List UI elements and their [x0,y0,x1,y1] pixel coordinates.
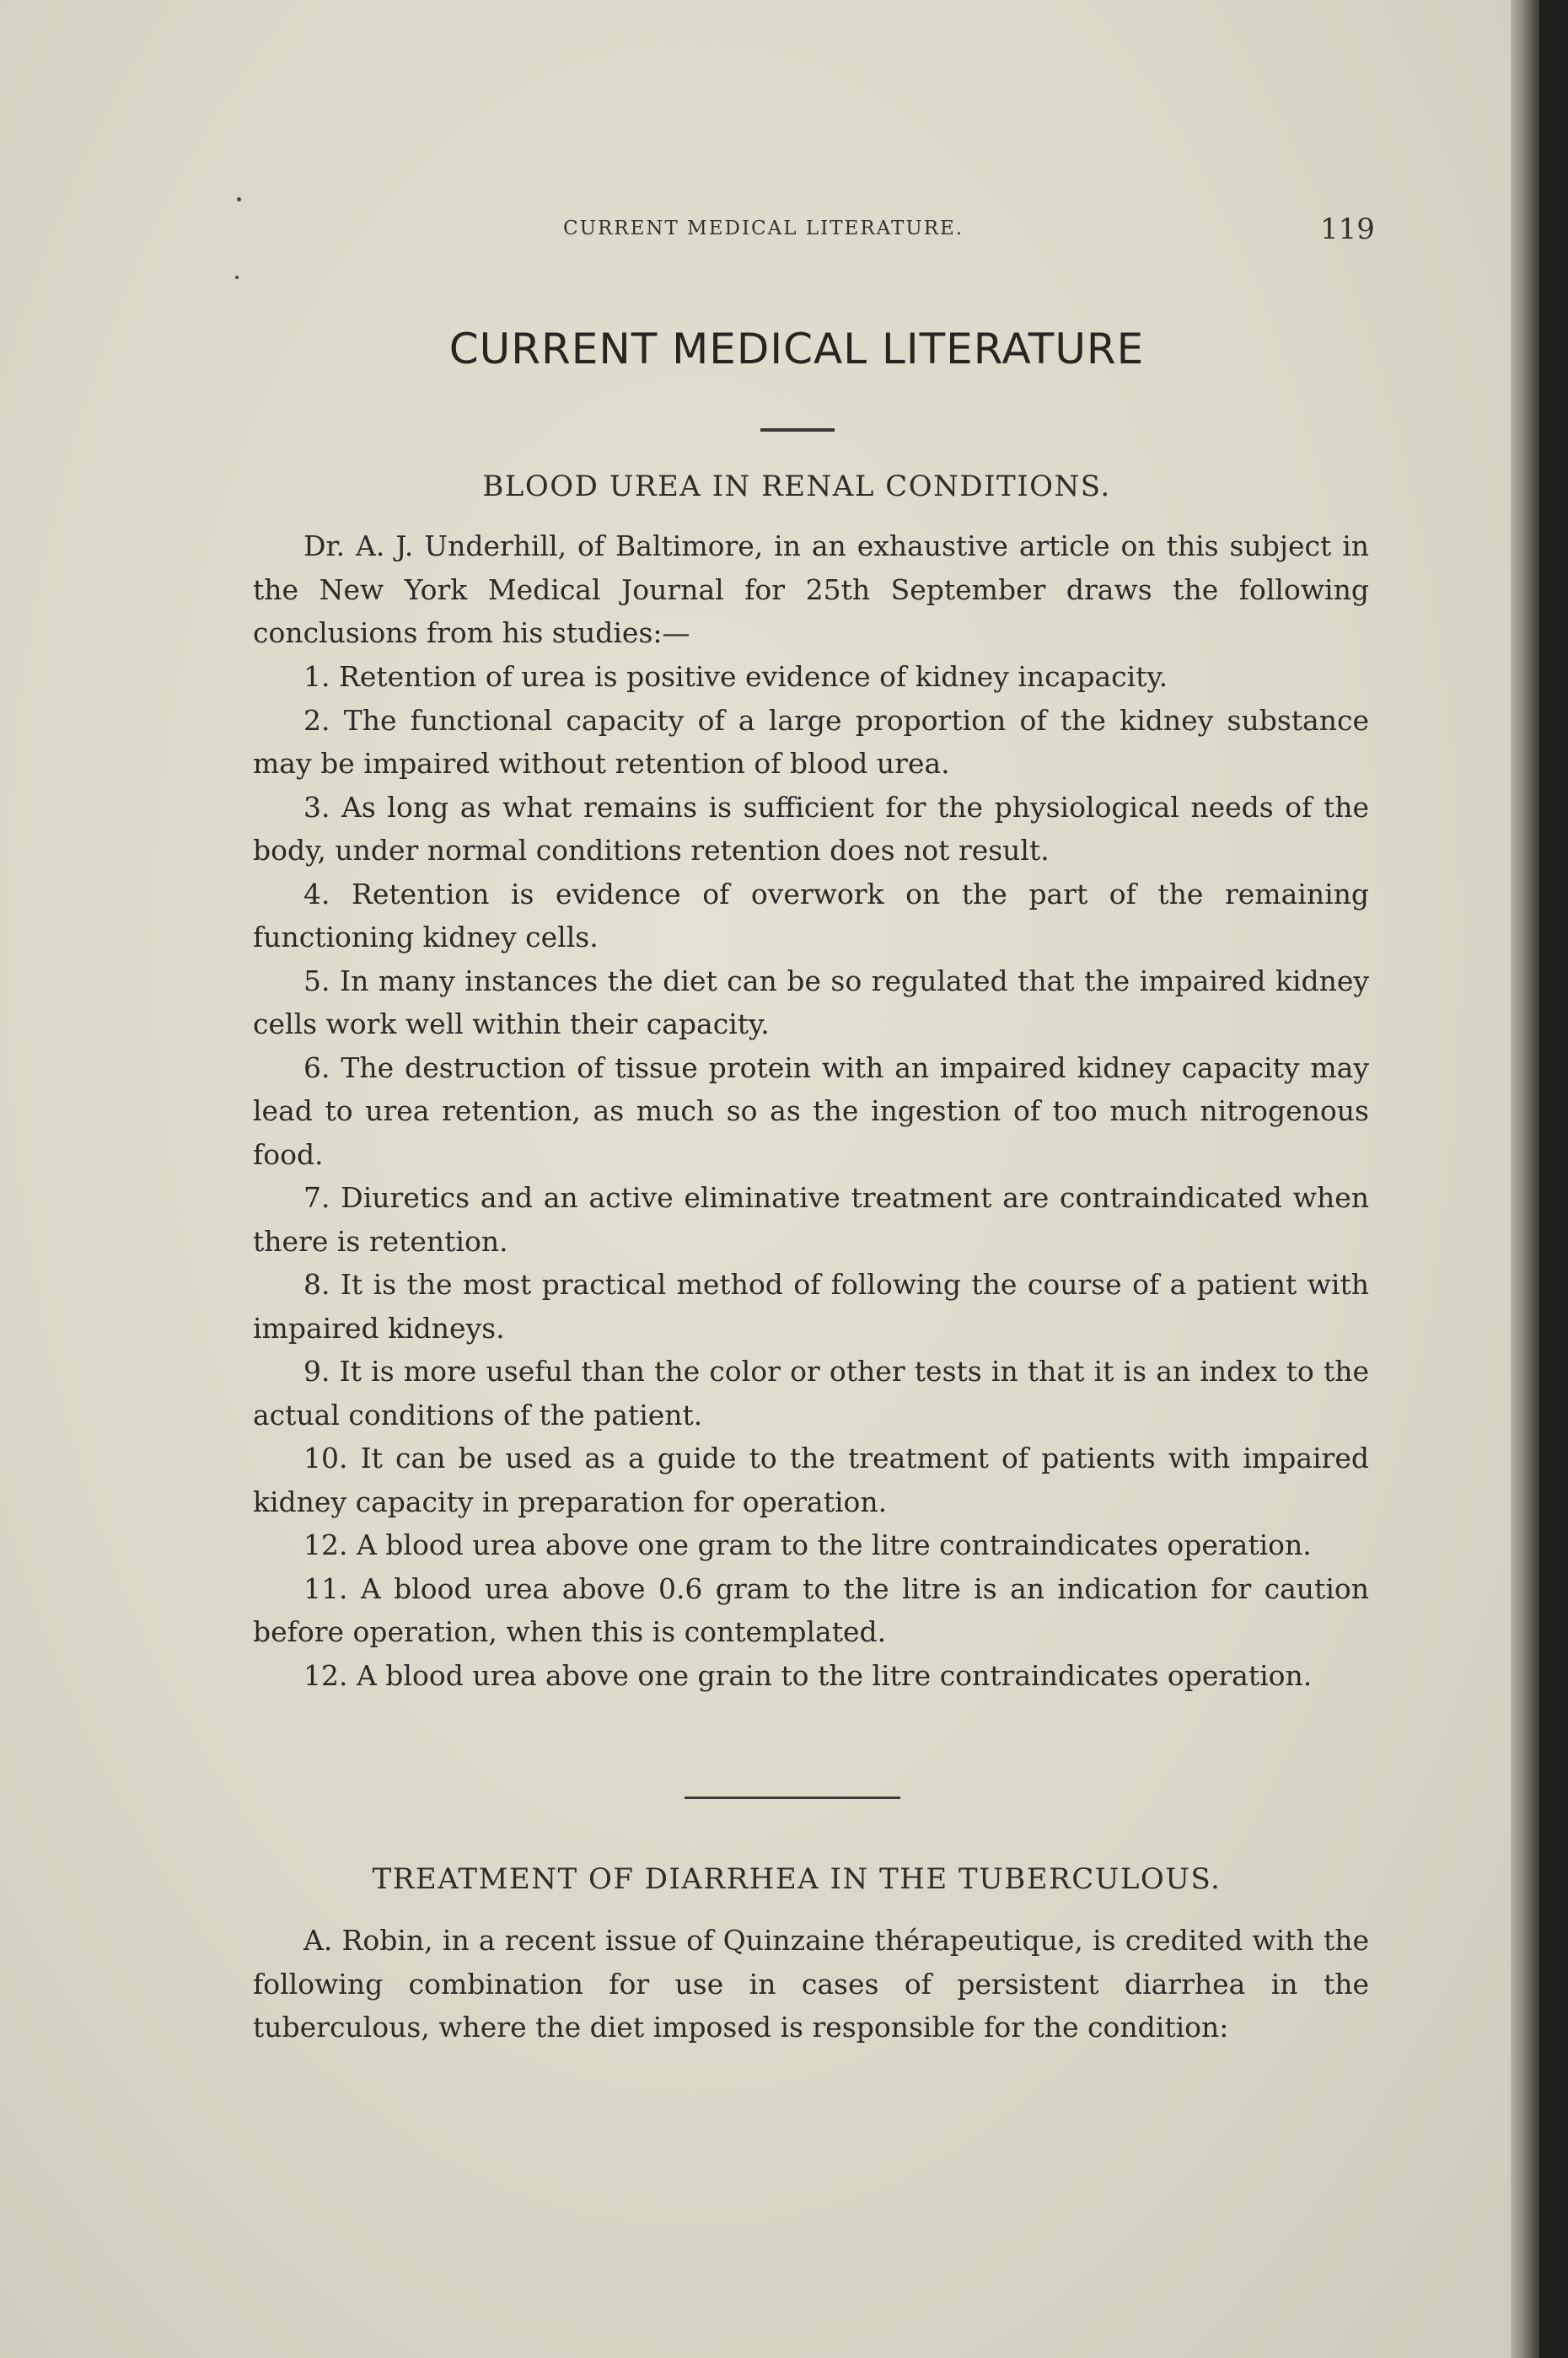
page-number: 119 [1320,212,1375,246]
conclusion-item: 7. Diuretics and an active eliminative treatment are contraindicated when there is retention. [253,1181,1369,1258]
running-head: CURRENT MEDICAL LITERATURE. [563,218,964,239]
conclusion-item: 10. It can be used as a guide to the treatment of patients with impaired kidney capacity in preparation for operation. [253,1442,1369,1518]
section-divider [685,1797,900,1799]
conclusion-item: 3. As long as what remains is sufficient for the physiological needs of the body, under normal conditions retention does not result. [253,790,1369,867]
conclusion-item: 11. A blood urea above 0.6 gram to the litre is an indication for caution before operation, when this is contemplated. [253,1571,1369,1648]
conclusion-item: 9. It is more useful than the color or other tests in that it is an index to the actual conditions of the patient. [253,1355,1369,1431]
conclusion-item: 8. It is the most practical method of following the course of a patient with impaired kidneys. [253,1268,1369,1345]
section-heading-blood-urea: BLOOD UREA IN RENAL CONDITIONS. [482,470,1111,503]
print-speck [235,276,239,279]
article-intro-paragraph: Dr. A. J. Underhill, of Baltimore, in an exhaustive article on this subject in the New York Medical Journal for 25th September draws the following conclusions from his studies:— [253,529,1369,649]
conclusion-item: 1. Retention of urea is positive evidence of kidney incapacity. [303,660,1168,693]
title-divider [760,428,835,432]
page-title: CURRENT MEDICAL LITERATURE [448,325,1145,373]
conclusion-item: 12. A blood urea above one grain to the litre contraindicates operation. [303,1658,1313,1692]
article-intro-paragraph: A. Robin, in a recent issue of Quinzaine thérapeutique, is credited with the following combination for use in cases of persistent diarrhea in the tuberculous, where the diet imposed is responsible for the condition: [253,1924,1369,2044]
conclusion-item: 2. The functional capacity of a large proportion of the kidney substance may be impaired without retention of blood urea. [253,703,1369,780]
conclusion-item: 4. Retention is evidence of overwork on the part of the remaining functioning kidney cells. [253,877,1369,953]
print-speck [237,197,241,201]
conclusion-item: 6. The destruction of tissue protein with an impaired kidney capacity may lead to urea retention, as much so as the ingestion of too much nitrogenous food. [253,1050,1369,1171]
conclusion-item: 12. A blood urea above one gram to the litre contraindicates operation. [303,1528,1312,1561]
diarrhea-article [253,1919,1369,2049]
blood-urea-article [253,524,1369,1697]
section-heading-diarrhea: TREATMENT OF DIARRHEA IN THE TUBERCULOUS. [372,1862,1222,1896]
conclusion-item: 5. In many instances the diet can be so regulated that the impaired kidney cells work well within their capacity. [253,964,1369,1040]
